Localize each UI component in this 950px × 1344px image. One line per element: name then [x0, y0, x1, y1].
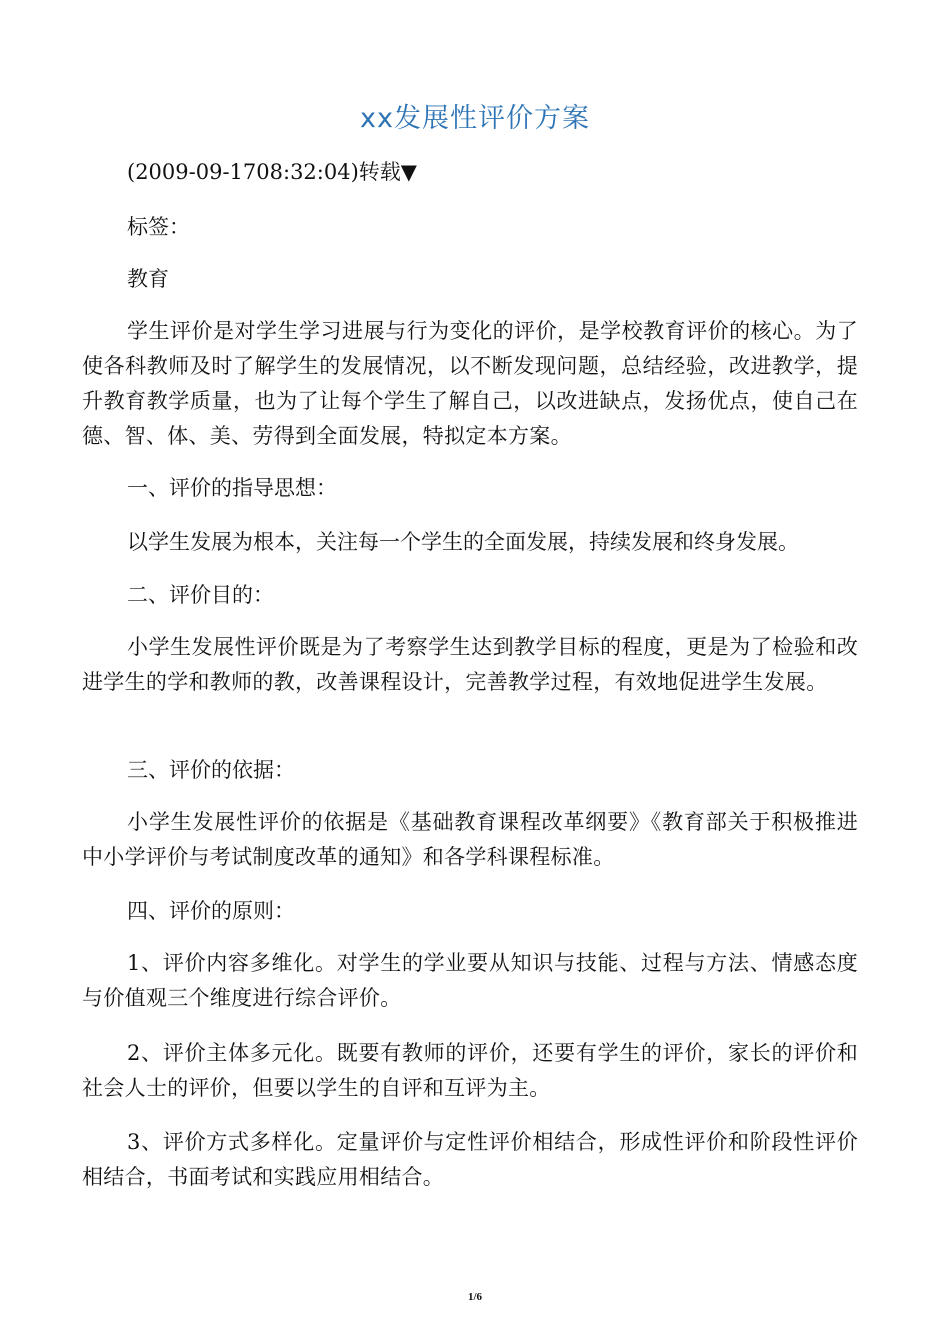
principle-2-paragraph: 2、评价主体多元化。既要有教师的评价，还要有学生的评价，家长的评价和社会人士的评价，但要以学生的自评和互评为主。	[82, 1041, 858, 1100]
principle-1-paragraph: 1、评价内容多维化。对学生的学业要从知识与技能、过程与方法、情感态度与价值观三个维度进行综合评价。	[82, 951, 858, 1010]
tag-item: 教育	[127, 267, 169, 291]
section2-paragraph: 小学生发展性评价既是为了考察学生达到教学目标的程度，更是为了检验和改进学生的学和教师的教，改善课程设计，完善教学过程，有效地促进学生发展。	[82, 635, 858, 694]
section3-heading: 三、评价的依据：	[127, 758, 295, 782]
tags-label: 标签：	[127, 215, 190, 239]
section2-heading: 二、评价目的：	[127, 583, 274, 607]
section1-heading: 一、评价的指导思想：	[127, 476, 337, 500]
principle-3-paragraph: 3、评价方式多样化。定量评价与定性评价相结合，形成性评价和阶段性评价相结合，书面考试和实践应用相结合。	[82, 1130, 858, 1189]
section1-text: 以学生发展为根本，关注每一个学生的全面发展，持续发展和终身发展。	[127, 530, 799, 554]
intro-paragraph: 学生评价是对学生学习进展与行为变化的评价，是学校教育评价的核心。为了使各科教师及时了解学生的发展情况，以不断发现问题，总结经验，改进教学，提升教育教学质量，也为了让每个学生了解自己，以改进缺点，发扬优点，使自己在德、智、体、美、劳得到全面发展，特拟定本方案。	[82, 319, 858, 448]
page-number: 1/6	[467, 1291, 483, 1303]
document-title: xx发展性评价方案	[360, 103, 590, 134]
post-meta-line: (2009-09-1708:32:04)转载▼	[127, 160, 417, 184]
section3-paragraph: 小学生发展性评价的依据是《基础教育课程改革纲要》《教育部关于积极推进中小学评价与考试制度改革的通知》和各学科课程标准。	[82, 810, 858, 869]
section4-heading: 四、评价的原则：	[127, 899, 295, 923]
